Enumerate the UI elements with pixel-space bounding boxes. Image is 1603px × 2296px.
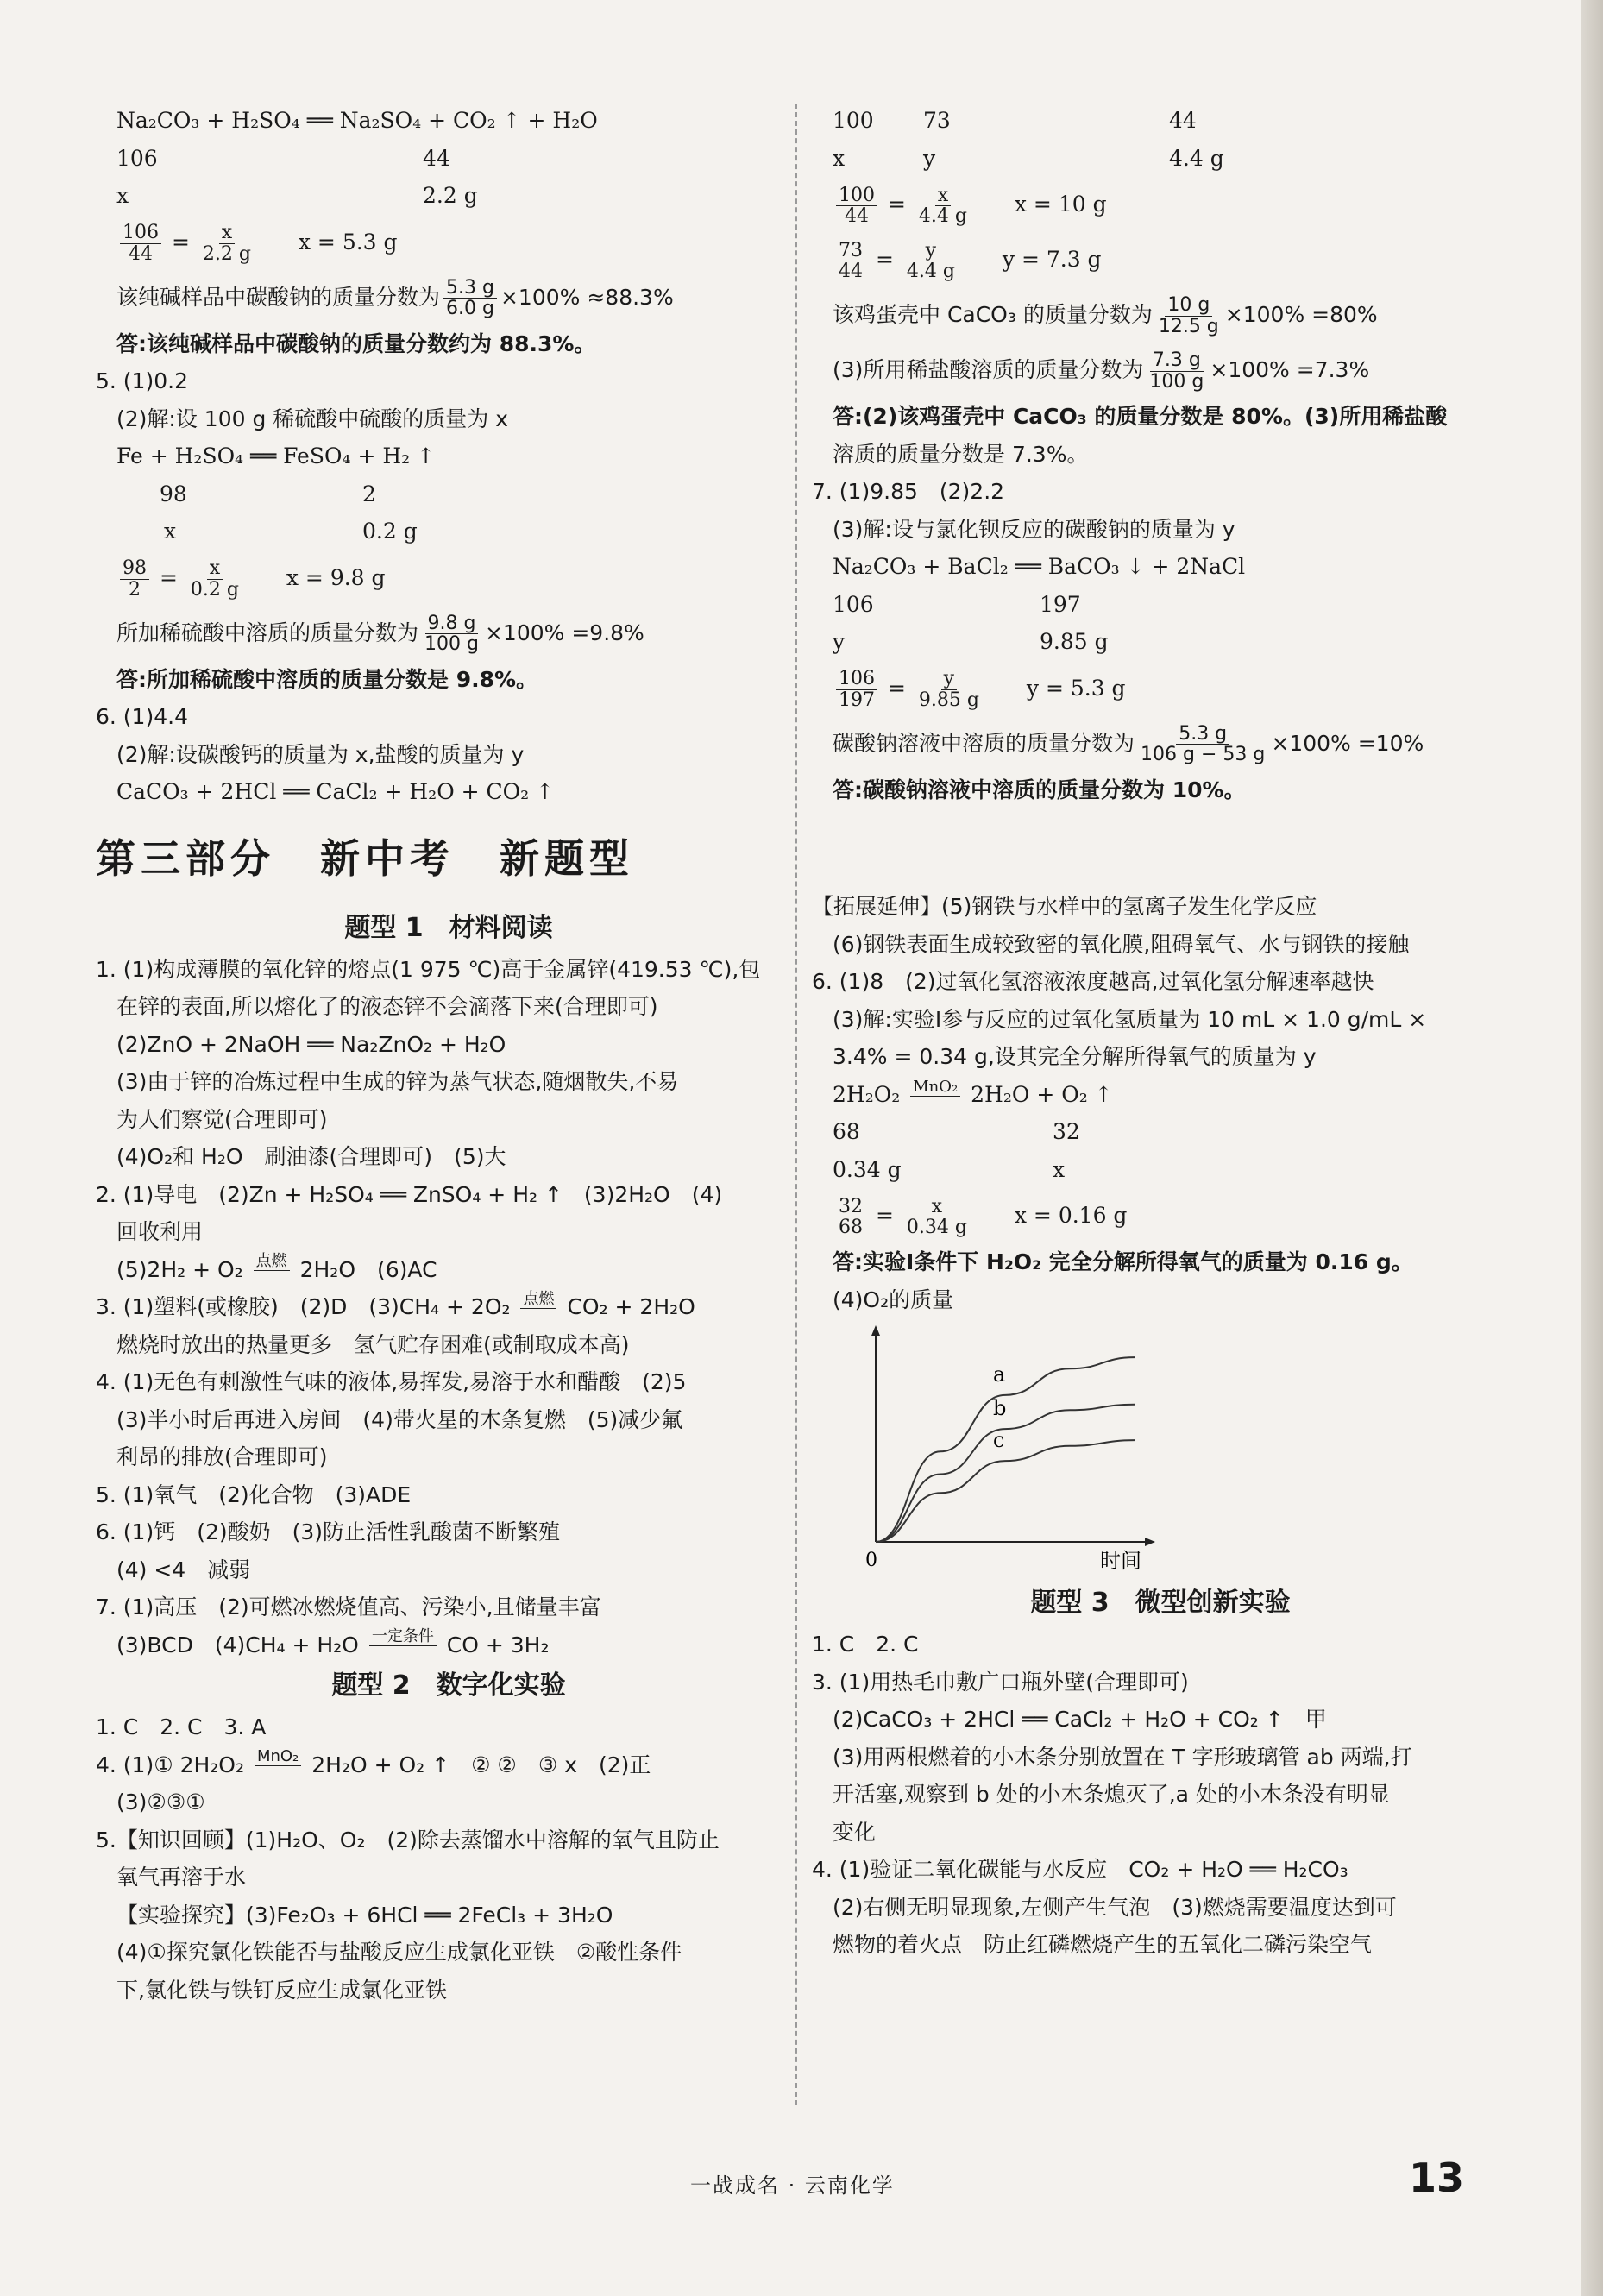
t2-q5-line: 下,氯化铁与铁钉反应生成氯化亚铁 xyxy=(116,1977,447,2003)
part-title: 第三部分 新中考 新题型 xyxy=(96,834,634,882)
t1-q1-line: (2)ZnO + 2NaOH ══ Na₂ZnO₂ + H₂O xyxy=(116,1031,506,1057)
series-label-b: b xyxy=(993,1396,1007,1421)
t2-q5-line: 【实验探究】(3)Fe₂O₃ + 6HCl ══ 2FeCl₃ + 3H₂O xyxy=(116,1902,613,1928)
t1-q7-line: (3)BCD (4)CH₄ + H₂O 一定条件 CO + 3H₂ xyxy=(116,1627,550,1658)
extension-line: 【拓展延伸】(5)钢铁与水样中的氢离子发生化学反应 xyxy=(812,894,1317,919)
series-label-c: c xyxy=(993,1428,1005,1453)
t1-q6-line: (4) <4 减弱 xyxy=(116,1557,251,1582)
t3-q3-line: 开活塞,观察到 b 处的小木条熄灭了,a 处的小木条没有明显 xyxy=(833,1782,1390,1807)
t2-q5-line: 5.【知识回顾】(1)H₂O、O₂ (2)除去蒸馏水中溶解的氧气且防止 xyxy=(96,1827,720,1853)
q6-right-line: 3.4% = 0.34 g,设其完全分解所得氧气的质量为 y xyxy=(833,1044,1317,1069)
section-title: 题型 3 微型创新实验 xyxy=(1030,1588,1291,1618)
t1-q1-line: 1. (1)构成薄膜的氧化锌的熔点(1 975 ℃)高于金属锌(419.53 ℃),包 xyxy=(96,956,761,982)
t1-q3-line: 3. (1)塑料(或橡胶) (2)D (3)CH₄ + 2O₂ 点燃 CO₂ + 2H₂O xyxy=(96,1289,695,1319)
q6-right-line: (3)解:实验Ⅰ参与反应的过氧化氢质量为 10 mL × 1.0 g/mL × xyxy=(833,1006,1427,1032)
t1-q1-line: (4)O₂和 H₂O 刷油漆(合理即可) (5)大 xyxy=(116,1144,506,1169)
series-line-c xyxy=(876,1440,1135,1542)
chart-svg xyxy=(850,1322,1160,1581)
answer-line: 答:(2)该鸡蛋壳中 CaCO₃ 的质量分数是 80%。(3)所用稀盐酸 xyxy=(833,404,1448,429)
proportion-line: $\frac{106}{44}$ = $\frac{x}{2.2 g}$ x = 5.3 g xyxy=(116,215,781,270)
t2-q4-line: 4. (1)① 2H₂O₂ MnO₂ 2H₂O + O₂ ↑ ② ② ③ x (2)正 xyxy=(96,1747,651,1777)
o2-mass-chart xyxy=(833,1322,1488,1581)
t1-q6-line: 6. (1)钙 (2)酸奶 (3)防止活性乳酸菌不断繁殖 xyxy=(96,1519,561,1544)
mass-ratio-line: 98 2 xyxy=(160,481,376,506)
t3-q4-line: (2)右侧无明显现象,左侧产生气泡 (3)燃烧需要温度达到可 xyxy=(833,1894,1397,1920)
equation-line: CaCO₃ + 2HCl ══ CaCl₂ + H₂O + CO₂ ↑ xyxy=(116,779,555,804)
equation-line: Na₂CO₃ + H₂SO₄ ══ Na₂SO₄ + CO₂ ↑ + H₂O xyxy=(116,108,598,133)
percent-line: 所加稀硫酸中溶质的质量分数为 $\frac{9.8 g}{100 g}$ ×100% =9.8% xyxy=(116,612,644,655)
proportion-line: $\frac{32}{68}$ = $\frac{x}{0.34 g}$ x = 0.16 g xyxy=(833,1188,1488,1243)
t3-q3-line: 3. (1)用热毛巾敷广口瓶外壁(合理即可) xyxy=(812,1669,1189,1695)
mass-ratio-line: 100 73 44 xyxy=(833,108,1197,133)
right-column xyxy=(812,102,1488,1964)
mass-value-line: x 2.2 g xyxy=(116,183,478,208)
t1-q2-line: 2. (1)导电 (2)Zn + H₂SO₄ ══ ZnSO₄ + H₂ ↑ (3)2H₂O (4) xyxy=(96,1181,723,1207)
q5-line: 5. (1)0.2 xyxy=(96,368,188,393)
extension-line: (6)钢铁表面生成较致密的氧化膜,阻碍氧气、水与钢铁的接触 xyxy=(833,931,1410,957)
t1-q3-line: 燃烧时放出的热量更多 氢气贮存困难(或制取成本高) xyxy=(116,1331,630,1357)
q5-line: (2)解:设 100 g 稀硫酸中硫酸的质量为 x xyxy=(116,406,509,431)
series-line-b xyxy=(876,1405,1135,1542)
t1-q7-line: 7. (1)高压 (2)可燃冰燃烧值高、污染小,且储量丰富 xyxy=(96,1595,601,1620)
t2-q5-line: 氧气再溶于水 xyxy=(116,1865,247,1890)
t1-q1-line: 为人们察觉(合理即可) xyxy=(116,1106,328,1132)
t3-q3-line: 变化 xyxy=(833,1819,877,1845)
q6-line: (2)解:设碳酸钙的质量为 x,盐酸的质量为 y xyxy=(116,741,525,767)
q7-line: 7. (1)9.85 (2)2.2 xyxy=(812,479,1005,504)
percent-line: 碳酸钠溶液中溶质的质量分数为 $\frac{5.3 g}{106 g - 53 g}$ ×100% =10% xyxy=(833,722,1424,765)
t1-q1-line: 在锌的表面,所以熔化了的液态锌不会滴落下来(合理即可) xyxy=(116,994,658,1019)
mass-value-line: x 0.2 g xyxy=(164,519,418,544)
section-title: 题型 2 数字化实验 xyxy=(331,1670,566,1701)
left-column xyxy=(96,102,781,2009)
q6-right-line: 6. (1)8 (2)过氧化氢溶液浓度越高,过氧化氢分解速率越快 xyxy=(812,969,1374,994)
proportion-line: $\frac{98}{2}$ = $\frac{x}{0.2 g}$ x = 9.8 g xyxy=(116,550,781,606)
equation-line: 2H₂O₂ MnO₂ 2H₂O + O₂ ↑ xyxy=(833,1077,1113,1107)
percent-line: 该纯碱样品中碳酸钠的质量分数为 $\frac{5.3 g}{6.0 g}$ ×100% ≈88.3% xyxy=(116,276,674,319)
mass-ratio-line: 106 197 xyxy=(833,591,1081,617)
equation-line: Na₂CO₃ + BaCl₂ ══ BaCO₃ ↓ + 2NaCl xyxy=(833,554,1246,579)
proportion-line: $\frac{106}{197}$ = $\frac{y}{9.85 g}$ y = 5.3 g xyxy=(833,661,1488,716)
t1-q4-line: 4. (1)无色有刺激性气味的液体,易挥发,易溶于水和醋酸 (2)5 xyxy=(96,1369,687,1394)
t3-q4-line: 4. (1)验证二氧化碳能与水反应 CO₂ + H₂O ══ H₂CO₃ xyxy=(812,1857,1348,1882)
mass-ratio-line: 106 44 xyxy=(116,145,450,171)
mass-value-line: y 9.85 g xyxy=(833,629,1109,654)
origin-label: 0 xyxy=(865,1550,877,1571)
fraction: $\frac{x}{2.2 g}$ xyxy=(202,222,251,265)
t1-q2-line: (5)2H₂ + O₂ 点燃 2H₂O (6)AC xyxy=(116,1252,437,1282)
mass-value-line: x y 4.4 g xyxy=(833,145,1224,171)
mass-ratio-line: 68 32 xyxy=(833,1119,1080,1144)
page-edge xyxy=(1581,0,1603,2296)
t1-q2-line: 回收利用 xyxy=(116,1219,204,1244)
t3-q1-line: 1. C 2. C xyxy=(812,1632,919,1657)
percent-line: (3)所用稀盐酸溶质的质量分数为 $\frac{7.3 g}{100 g}$ ×100% =7.3% xyxy=(833,349,1370,393)
t1-q4-line: 利昂的排放(合理即可) xyxy=(116,1444,328,1469)
column-divider xyxy=(795,104,797,2105)
t2-q1-line: 1. C 2. C 3. A xyxy=(96,1714,267,1739)
section-title: 题型 1 材料阅读 xyxy=(344,912,553,943)
footer-text: 一战成名 · 云南化学 xyxy=(690,2173,895,2198)
t1-q4-line: (3)半小时后再进入房间 (4)带火星的木条复燃 (5)减少氟 xyxy=(116,1406,683,1432)
q7-line: (3)解:设与氯化钡反应的碳酸钠的质量为 y xyxy=(833,516,1235,542)
x-axis-label: 时间 xyxy=(1100,1549,1141,1573)
y-axis-arrow xyxy=(871,1325,880,1336)
t1-q1-line: (3)由于锌的冶炼过程中生成的锌为蒸气状态,随烟散失,不易 xyxy=(116,1069,679,1094)
answer-line: 答:所加稀硫酸中溶质的质量分数是 9.8%。 xyxy=(116,666,538,692)
percent-line: 该鸡蛋壳中 CaCO₃ 的质量分数为 $\frac{10 g}{12.5 g}$ ×100% =80% xyxy=(833,294,1378,337)
mass-value-line: 0.34 g x xyxy=(833,1156,1066,1182)
t3-q3-line: (3)用两根燃着的小木条分别放置在 T 字形玻璃管 ab 两端,打 xyxy=(833,1744,1412,1770)
page-number: 13 xyxy=(1409,2154,1465,2201)
fraction: $\frac{106}{44}$ xyxy=(120,223,161,263)
q6-line: 6. (1)4.4 xyxy=(96,704,188,729)
proportion-line: $\frac{100}{44}$ = $\frac{x}{4.4 g}$ x = 10 g xyxy=(833,177,1488,232)
series-label-a: a xyxy=(993,1362,1006,1387)
t1-q5-line: 5. (1)氧气 (2)化合物 (3)ADE xyxy=(96,1481,412,1507)
t2-q5-line: (4)①探究氯化铁能否与盐酸反应生成氯化亚铁 ②酸性条件 xyxy=(116,1940,682,1965)
equation-line: Fe + H₂SO₄ ══ FeSO₄ + H₂ ↑ xyxy=(116,443,436,469)
t3-q4-line: 燃物的着火点 防止红磷燃烧产生的五氧化二磷污染空气 xyxy=(833,1932,1373,1957)
answer-line: 答:碳酸钠溶液中溶质的质量分数为 10%。 xyxy=(833,777,1246,802)
t2-q4-line: (3)②③① xyxy=(116,1790,205,1815)
t3-q3-line: (2)CaCO₃ + 2HCl ══ CaCl₂ + H₂O + CO₂ ↑ 甲 xyxy=(833,1707,1327,1732)
x-axis-arrow xyxy=(1145,1538,1155,1546)
chart-caption: (4)O₂的质量 xyxy=(833,1286,954,1312)
answer-line: 溶质的质量分数是 7.3%。 xyxy=(833,441,1089,467)
proportion-line: $\frac{73}{44}$ = $\frac{y}{4.4 g}$ y = 7.3 g xyxy=(833,232,1488,287)
answer-line: 答:该纯碱样品中碳酸钠的质量分数约为 88.3%。 xyxy=(116,330,596,356)
answer-line: 答:实验Ⅰ条件下 H₂O₂ 完全分解所得氧气的质量为 0.16 g。 xyxy=(833,1249,1413,1274)
